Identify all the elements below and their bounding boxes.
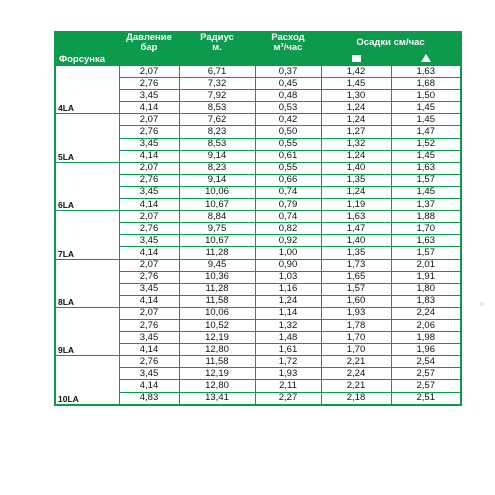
precip-triangle-cell: 1,70 — [391, 223, 461, 235]
nozzle-model-cell: 6LA — [55, 162, 119, 210]
precip-triangle-cell: 2,54 — [391, 356, 461, 368]
nozzle-model-cell: 5LA — [55, 114, 119, 162]
precip-triangle-cell: 1,80 — [391, 283, 461, 295]
precip-square-cell: 1,93 — [321, 307, 391, 319]
header-precipitation: Осадки см/час — [321, 32, 461, 53]
flow-cell: 0,92 — [255, 235, 321, 247]
precip-square-cell: 2,21 — [321, 380, 391, 392]
header-radius-label: Радиус — [200, 32, 234, 43]
precip-triangle-cell: 1,37 — [391, 199, 461, 211]
precip-triangle-cell: 1,91 — [391, 271, 461, 283]
flow-cell: 1,24 — [255, 295, 321, 307]
precip-square-cell: 1,27 — [321, 126, 391, 138]
pressure-cell: 2,07 — [119, 307, 179, 319]
precip-triangle-cell: 1,52 — [391, 138, 461, 150]
flow-cell: 1,93 — [255, 368, 321, 380]
flow-cell: 1,61 — [255, 344, 321, 356]
flow-cell: 1,72 — [255, 356, 321, 368]
triangle-icon — [421, 54, 431, 62]
precip-triangle-cell: 2,24 — [391, 307, 461, 319]
table-row — [55, 162, 461, 174]
radius-cell: 10,67 — [179, 199, 255, 211]
precip-triangle-cell: 1,96 — [391, 344, 461, 356]
precip-square-cell: 2,21 — [321, 356, 391, 368]
radius-cell: 8,53 — [179, 102, 255, 114]
flow-cell: 2,27 — [255, 392, 321, 405]
radius-cell: 8,23 — [179, 162, 255, 174]
header-square-spacing — [321, 53, 391, 66]
precip-square-cell: 1,40 — [321, 162, 391, 174]
precip-square-cell: 1,24 — [321, 186, 391, 198]
precip-square-cell: 1,70 — [321, 344, 391, 356]
pressure-cell: 3,45 — [119, 138, 179, 150]
precip-square-cell: 1,70 — [321, 332, 391, 344]
precip-triangle-cell: 1,63 — [391, 66, 461, 78]
radius-cell: 10,36 — [179, 271, 255, 283]
precip-square-cell: 1,73 — [321, 259, 391, 271]
radius-cell: 13,41 — [179, 392, 255, 405]
precip-square-cell: 1,78 — [321, 319, 391, 331]
header-pressure-unit: бар — [140, 42, 158, 53]
table-body — [55, 66, 461, 405]
pressure-cell: 2,76 — [119, 356, 179, 368]
header-flow-label: Расход — [271, 32, 305, 43]
precip-square-cell: 1,65 — [321, 271, 391, 283]
precip-triangle-cell: 1,63 — [391, 162, 461, 174]
pressure-cell: 4,14 — [119, 344, 179, 356]
precip-triangle-cell: 1,45 — [391, 150, 461, 162]
table-header — [55, 32, 461, 66]
flow-cell: 0,53 — [255, 102, 321, 114]
precip-square-cell: 1,24 — [321, 102, 391, 114]
precip-square-cell: 1,40 — [321, 235, 391, 247]
flow-cell: 0,74 — [255, 186, 321, 198]
table-row — [55, 114, 461, 126]
pressure-cell: 3,45 — [119, 332, 179, 344]
pressure-cell: 4,14 — [119, 380, 179, 392]
flow-cell: 1,03 — [255, 271, 321, 283]
precip-square-cell: 1,60 — [321, 295, 391, 307]
header-flow-unit: м³/час — [273, 42, 303, 53]
nozzle-model-cell: 10LA — [55, 356, 119, 405]
table-row — [55, 66, 461, 78]
flow-cell: 0,45 — [255, 78, 321, 90]
precip-triangle-cell: 2,57 — [391, 368, 461, 380]
radius-cell: 12,19 — [179, 332, 255, 344]
radius-cell: 9,75 — [179, 223, 255, 235]
radius-cell: 7,32 — [179, 78, 255, 90]
table-row — [55, 307, 461, 319]
nozzle-model-cell: 9LA — [55, 307, 119, 355]
pressure-cell: 2,07 — [119, 114, 179, 126]
flow-cell: 0,82 — [255, 223, 321, 235]
precip-square-cell: 1,19 — [321, 199, 391, 211]
radius-cell: 8,23 — [179, 126, 255, 138]
precip-square-cell: 1,45 — [321, 78, 391, 90]
radius-cell: 11,58 — [179, 295, 255, 307]
precip-triangle-cell: 1,83 — [391, 295, 461, 307]
precip-square-cell: 1,42 — [321, 66, 391, 78]
flow-cell: 1,00 — [255, 247, 321, 259]
radius-cell: 10,06 — [179, 307, 255, 319]
flow-cell: 0,48 — [255, 90, 321, 102]
radius-cell: 8,53 — [179, 138, 255, 150]
precip-triangle-cell: 2,51 — [391, 392, 461, 405]
precip-triangle-cell: 1,68 — [391, 78, 461, 90]
flow-cell: 0,42 — [255, 114, 321, 126]
precip-triangle-cell: 1,63 — [391, 235, 461, 247]
header-radius-unit: м. — [212, 42, 222, 53]
radius-cell: 9,14 — [179, 174, 255, 186]
pressure-cell: 3,45 — [119, 283, 179, 295]
precip-square-cell: 1,35 — [321, 174, 391, 186]
precip-square-cell: 1,63 — [321, 211, 391, 223]
flow-cell: 0,55 — [255, 162, 321, 174]
pressure-cell: 2,76 — [119, 319, 179, 331]
precip-square-cell: 1,35 — [321, 247, 391, 259]
precip-triangle-cell: 2,57 — [391, 380, 461, 392]
pressure-cell: 3,45 — [119, 368, 179, 380]
precip-triangle-cell: 1,45 — [391, 114, 461, 126]
flow-cell: 0,90 — [255, 259, 321, 271]
radius-cell: 12,80 — [179, 380, 255, 392]
decorative-dot — [480, 302, 484, 306]
pressure-cell: 2,07 — [119, 162, 179, 174]
table-row — [55, 211, 461, 223]
radius-cell: 8,84 — [179, 211, 255, 223]
pressure-cell: 2,07 — [119, 211, 179, 223]
radius-cell: 9,45 — [179, 259, 255, 271]
pressure-cell: 2,76 — [119, 223, 179, 235]
precip-triangle-cell: 1,88 — [391, 211, 461, 223]
header-radius — [179, 32, 255, 53]
flow-cell: 1,16 — [255, 283, 321, 295]
precip-triangle-cell: 1,98 — [391, 332, 461, 344]
precip-square-cell: 1,24 — [321, 114, 391, 126]
precip-square-cell: 2,24 — [321, 368, 391, 380]
pressure-cell: 3,45 — [119, 186, 179, 198]
radius-cell: 10,52 — [179, 319, 255, 331]
header-pressure — [119, 32, 179, 53]
pressure-cell: 4,14 — [119, 247, 179, 259]
precip-square-cell: 1,57 — [321, 283, 391, 295]
pressure-cell: 3,45 — [119, 235, 179, 247]
header-triangle-spacing — [391, 53, 461, 66]
precip-triangle-cell: 1,57 — [391, 247, 461, 259]
pressure-cell: 3,45 — [119, 90, 179, 102]
radius-cell: 9,14 — [179, 150, 255, 162]
flow-cell: 0,74 — [255, 211, 321, 223]
pressure-cell: 4,14 — [119, 295, 179, 307]
flow-cell: 1,32 — [255, 319, 321, 331]
radius-cell: 11,28 — [179, 247, 255, 259]
header-spacer — [119, 53, 179, 66]
radius-cell: 7,62 — [179, 114, 255, 126]
pressure-cell: 2,76 — [119, 126, 179, 138]
nozzle-model-cell: 4LA — [55, 66, 119, 114]
radius-cell: 11,58 — [179, 356, 255, 368]
header-spacer — [179, 53, 255, 66]
precip-square-cell: 1,47 — [321, 223, 391, 235]
pressure-cell: 4,14 — [119, 150, 179, 162]
header-nozzle: Форсунка — [55, 32, 119, 66]
pressure-cell: 4,83 — [119, 392, 179, 405]
radius-cell: 12,80 — [179, 344, 255, 356]
square-icon — [352, 55, 361, 62]
pressure-cell: 2,07 — [119, 66, 179, 78]
nozzle-model-cell: 7LA — [55, 211, 119, 259]
flow-cell: 0,50 — [255, 126, 321, 138]
radius-cell: 11,28 — [179, 283, 255, 295]
precip-triangle-cell: 2,06 — [391, 319, 461, 331]
flow-cell: 0,66 — [255, 174, 321, 186]
precip-triangle-cell: 1,45 — [391, 186, 461, 198]
flow-cell: 2,11 — [255, 380, 321, 392]
precip-square-cell: 1,32 — [321, 138, 391, 150]
radius-cell: 6,71 — [179, 66, 255, 78]
flow-cell: 0,37 — [255, 66, 321, 78]
pressure-cell: 2,07 — [119, 259, 179, 271]
nozzle-model-cell: 8LA — [55, 259, 119, 307]
precip-triangle-cell: 1,57 — [391, 174, 461, 186]
flow-cell: 1,14 — [255, 307, 321, 319]
pressure-cell: 2,76 — [119, 78, 179, 90]
precip-square-cell: 1,24 — [321, 150, 391, 162]
header-spacer — [255, 53, 321, 66]
nozzle-table-container — [54, 31, 460, 406]
precip-square-cell: 1,30 — [321, 90, 391, 102]
radius-cell: 7,92 — [179, 90, 255, 102]
flow-cell: 0,55 — [255, 138, 321, 150]
radius-cell: 10,06 — [179, 186, 255, 198]
precip-triangle-cell: 1,45 — [391, 102, 461, 114]
header-flow — [255, 32, 321, 53]
nozzle-performance-table — [54, 31, 462, 406]
header-pressure-label: Давление — [126, 32, 172, 43]
pressure-cell: 2,76 — [119, 271, 179, 283]
radius-cell: 12,19 — [179, 368, 255, 380]
flow-cell: 0,79 — [255, 199, 321, 211]
flow-cell: 0,61 — [255, 150, 321, 162]
precip-triangle-cell: 1,47 — [391, 126, 461, 138]
precip-triangle-cell: 2,01 — [391, 259, 461, 271]
pressure-cell: 2,76 — [119, 174, 179, 186]
table-row — [55, 259, 461, 271]
precip-square-cell: 2,18 — [321, 392, 391, 405]
precip-triangle-cell: 1,50 — [391, 90, 461, 102]
flow-cell: 1,48 — [255, 332, 321, 344]
radius-cell: 10,67 — [179, 235, 255, 247]
pressure-cell: 4,14 — [119, 199, 179, 211]
table-row — [55, 356, 461, 368]
pressure-cell: 4,14 — [119, 102, 179, 114]
